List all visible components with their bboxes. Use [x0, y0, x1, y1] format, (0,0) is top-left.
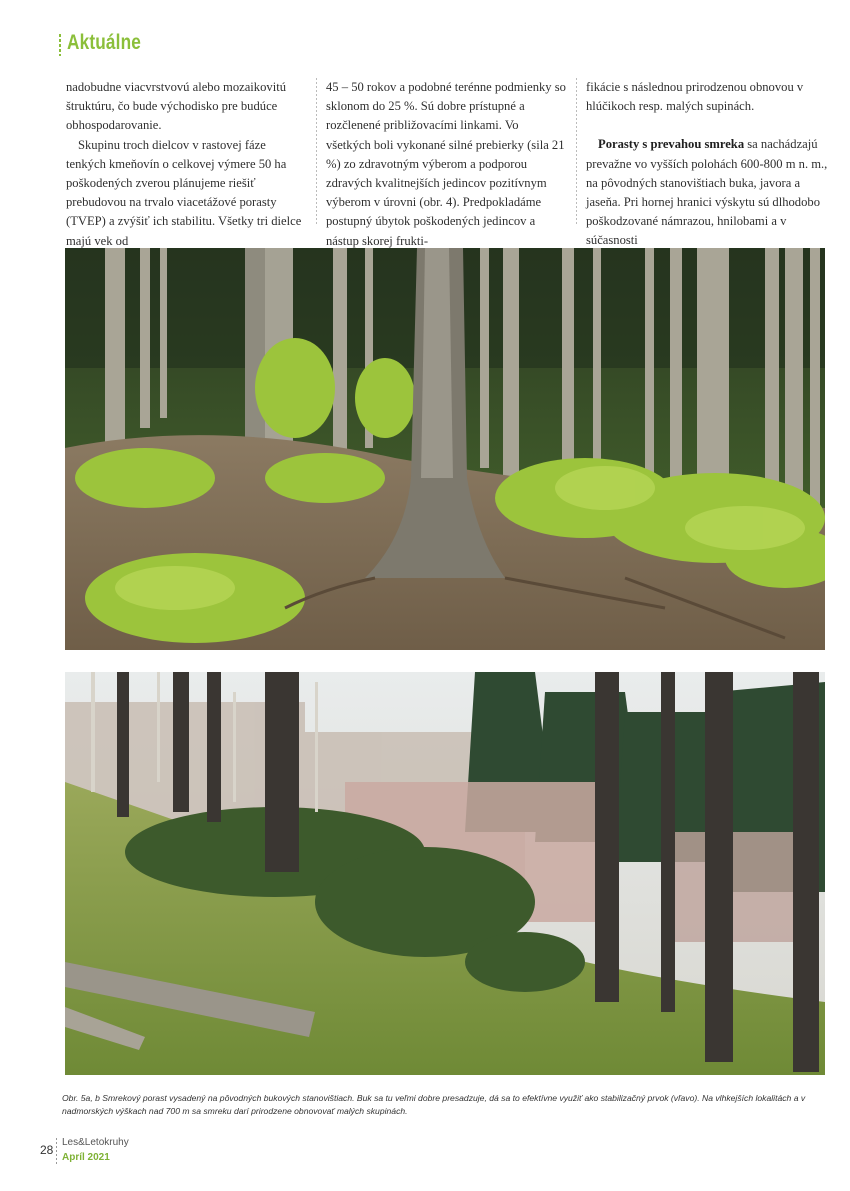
- paragraph-body: sa nachádzajú prevažne vo vyšších polohách 600-800 m n. m., na pôvodných stanovištiach buka, javora a jaseňa. Pri hornej hranici výskytu sú dlhodobo poškodzované námrazou, hnilobami a v súčasnosti: [586, 137, 828, 248]
- page-number: 28: [40, 1143, 54, 1157]
- paragraph: Skupinu troch dielcov v rastovej fáze tenkých kmeňovín o celkovej výmere 50 ha poškodených zverou plánujeme riešiť prebudovou na trvalo viacetážové porasty (TVEP) a zvýšiť ich stabilitu. Všetky tri dielce majú vek od: [66, 137, 302, 248]
- paragraph: fikácie s následnou prirodzenou obnovou v hlúčikoch resp. malých supinách.: [586, 80, 804, 114]
- text-column-3: [586, 78, 828, 251]
- paragraph: 45 – 50 rokov a podobné terénne podmienky so sklonom do 25 %. Sú dobre prístupné a rozčlenené približovacími linkami. Vo všetkých boli vykonané silné prebierky (sila 21 %) zo zdravotným výberom a podporou zdravých kvalitnejších jedincov pozitívnym výberom v úrovni (obr. 4). Predpokladáme postupný úbytok poškodených jedincov a nástup skorej frukti-: [326, 80, 566, 248]
- section-title: Aktuálne: [67, 31, 142, 54]
- figure-caption: Obr. 5a, b Smrekový porast vysadený na pôvodných bukových stanovištiach. Buk sa tu veľmi dobre presadzuje, dá sa to efektívne využiť ako stabilizačný prvok (vľavo). Na vlhkejších lokalitách a v nadmorských výškach nad 700 m sa smreku darí prirodzene obnovovať malých skupinách.: [62, 1093, 806, 1116]
- section-marker: [59, 34, 61, 56]
- footer-divider: [56, 1138, 57, 1164]
- photo-5a: [65, 248, 825, 650]
- paragraph: [586, 135, 828, 250]
- bold-lead: Porasty s prevahou smreka: [598, 137, 745, 152]
- column-divider: [576, 78, 577, 224]
- text-column-1: [66, 78, 306, 251]
- magazine-issue: Apríl 2021: [62, 1152, 110, 1163]
- text-column-2: [326, 78, 566, 251]
- photo-5b: [65, 672, 825, 1075]
- column-divider: [316, 78, 317, 224]
- paragraph: nadobudne viacvrstvovú alebo mozaikovitú štruktúru, čo bude východisko pre budúce obhospodarovanie.: [66, 80, 286, 133]
- magazine-name: Les&Letokruhy: [62, 1137, 129, 1148]
